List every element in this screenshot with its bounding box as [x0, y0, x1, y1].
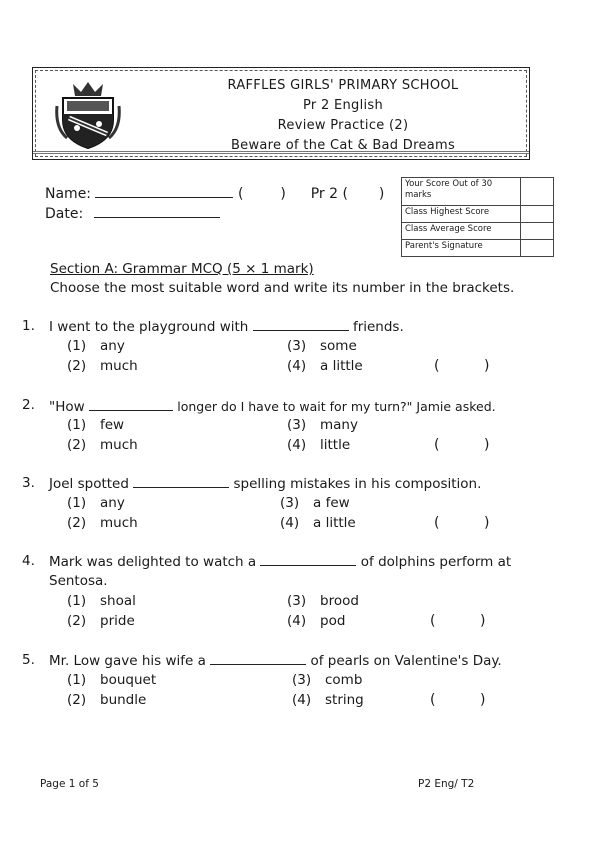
- signature-label: Parent's Signature: [402, 240, 521, 257]
- header-divider: [33, 151, 529, 154]
- stem-after: friends.: [352, 319, 404, 335]
- section-instruction: Choose the most suitable word and write its number in the brackets.: [50, 280, 515, 296]
- level-title: Pr 2 English: [302, 98, 384, 113]
- school-name: RAFFLES GIRLS' PRIMARY SCHOOL: [227, 78, 459, 93]
- page-number: Page 1 of 5: [40, 778, 99, 790]
- option-3: (3) a few: [280, 495, 350, 511]
- score-row: [402, 240, 554, 257]
- option-1: (1) any: [67, 338, 125, 354]
- answer-blank[interactable]: [210, 652, 306, 665]
- stem-after: spelling mistakes in his composition.: [233, 476, 482, 492]
- date-label: Date:: [45, 206, 84, 222]
- answer-blank[interactable]: [89, 398, 173, 411]
- highest-score-label: Class Highest Score: [402, 206, 521, 223]
- answer-blank[interactable]: [260, 553, 356, 566]
- score-row: [402, 206, 554, 223]
- name-field[interactable]: [95, 185, 233, 198]
- highest-score-box[interactable]: [521, 206, 554, 223]
- section-title: Section A: Grammar MCQ (5 × 1 mark): [50, 261, 314, 277]
- question-stem: [49, 318, 539, 337]
- answer-bracket[interactable]: ( ): [434, 358, 490, 374]
- question-number: 4.: [22, 553, 35, 569]
- option-4: (4) a little: [287, 358, 363, 374]
- question-number: 1.: [22, 318, 35, 334]
- name-row: [45, 185, 384, 202]
- stem-after: of pearls on Valentine's Day.: [310, 653, 502, 669]
- practice-subtitle: Beware of the Cat & Bad Dreams: [230, 138, 456, 153]
- option-2: (2) much: [67, 515, 138, 531]
- header-box: [32, 67, 530, 160]
- option-1: (1) few: [67, 417, 125, 433]
- question-stem: [49, 397, 539, 417]
- option-4: (4) string: [292, 692, 364, 708]
- score-label: Your Score Out of 30 marks: [402, 178, 521, 206]
- question-number: 2.: [22, 397, 35, 413]
- option-2: (2) pride: [67, 613, 135, 629]
- option-4: (4) pod: [287, 613, 346, 629]
- answer-bracket[interactable]: ( ): [430, 613, 486, 629]
- question-stem: [49, 553, 539, 591]
- date-row: [45, 205, 220, 222]
- stem-after: longer do I have to wait for my turn?" Jamie asked.: [177, 399, 496, 414]
- score-box[interactable]: [521, 178, 554, 206]
- stem-before: "How: [49, 399, 85, 415]
- stem-before: Mr. Low gave his wife a: [49, 653, 206, 669]
- stem-before: Joel spotted: [49, 476, 129, 492]
- answer-bracket[interactable]: ( ): [434, 515, 490, 531]
- answer-blank[interactable]: [253, 318, 349, 331]
- average-score-box[interactable]: [521, 223, 554, 240]
- score-table: [401, 177, 554, 257]
- class-close-paren: ): [378, 186, 385, 202]
- signature-box[interactable]: [521, 240, 554, 257]
- answer-bracket[interactable]: ( ): [434, 437, 490, 453]
- name-label: Name:: [45, 186, 92, 202]
- stem-before: I went to the playground with: [49, 319, 249, 335]
- option-2: (2) bundle: [67, 692, 147, 708]
- question-stem: [49, 475, 539, 494]
- register-open-paren: (: [237, 186, 244, 202]
- practice-title: Review Practice (2): [277, 118, 409, 133]
- option-4: (4) a little: [280, 515, 356, 531]
- class-label: Pr 2 (: [310, 186, 348, 202]
- option-2: (2) much: [67, 358, 138, 374]
- score-row: [402, 178, 554, 206]
- option-2: (2) much: [67, 437, 138, 453]
- option-3: (3) many: [287, 417, 358, 433]
- school-crest-icon: [53, 78, 123, 150]
- stem-after: of dolphins perform at Sentosa.: [49, 554, 512, 589]
- average-score-label: Class Average Score: [402, 223, 521, 240]
- option-1: (1) bouquet: [67, 672, 157, 688]
- stem-before: Mark was delighted to watch a: [49, 554, 257, 570]
- paper-code: P2 Eng/ T2: [418, 778, 475, 790]
- register-close-paren: ): [280, 186, 286, 202]
- question-number: 5.: [22, 652, 35, 668]
- score-row: [402, 223, 554, 240]
- header-text: [173, 76, 513, 156]
- option-3: (3) brood: [287, 593, 359, 609]
- answer-bracket[interactable]: ( ): [430, 692, 486, 708]
- answer-blank[interactable]: [133, 475, 229, 488]
- question-number: 3.: [22, 475, 35, 491]
- question-stem: [49, 652, 539, 671]
- option-3: (3) some: [287, 338, 357, 354]
- option-1: (1) any: [67, 495, 125, 511]
- option-1: (1) shoal: [67, 593, 136, 609]
- date-field[interactable]: [94, 205, 220, 218]
- option-3: (3) comb: [292, 672, 363, 688]
- option-4: (4) little: [287, 437, 351, 453]
